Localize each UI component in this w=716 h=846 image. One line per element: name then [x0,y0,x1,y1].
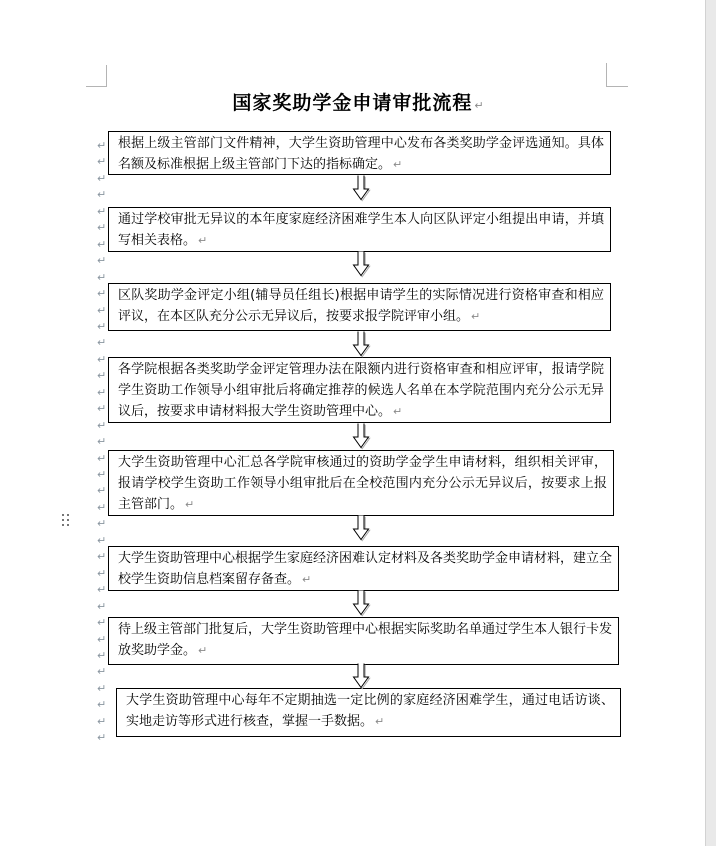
pilcrow-icon: ↵ [97,221,107,235]
pilcrow-icon: ↵ [97,632,107,646]
pilcrow-icon: ↵ [97,188,107,202]
flow-box-text: 待上级主管部门批复后，大学生资助管理中心根据实际奖助名单通过学生本人银行卡发放奖助学金。 [118,622,613,658]
down-arrow-icon[interactable] [351,175,371,202]
flow-box-3[interactable] [108,283,611,331]
flow-box-text: 大学生资助管理中心每年不定期抽选一定比例的家庭经济困难学生，通过电话访谈、实地走访等形式进行核查，掌握一手数据。 [126,693,614,729]
pilcrow-icon: ↵ [97,681,107,695]
pilcrow-icon: ↵ [471,310,481,323]
pilcrow-icon: ↵ [97,714,107,728]
pilcrow-icon: ↵ [393,158,403,171]
flow-box-text: 大学生资助管理中心根据学生家庭经济困难认定材料及各类奖助学金申请材料，建立全校学生资助信息档案留存备查。 [118,551,613,587]
pilcrow-icon: ↵ [97,155,107,169]
pilcrow-icon: ↵ [97,533,107,547]
pilcrow-icon: ↵ [97,369,107,383]
pilcrow-icon: ↵ [97,352,107,366]
pilcrow-icon: ↵ [198,644,208,657]
flow-box-text: 根据上级主管部门文件精神，大学生资助管理中心发布各类奖助学金评选通知。具体名额及标准根据上级主管部门下达的指标确定。 [118,136,604,172]
pilcrow-icon: ↵ [97,451,107,465]
flow-box-5[interactable] [108,450,614,516]
pilcrow-icon: ↵ [97,237,107,251]
pilcrow-icon: ↵ [97,500,107,514]
pilcrow-icon: ↵ [97,319,107,333]
down-arrow-icon[interactable] [351,423,371,450]
pilcrow-icon: ↵ [97,171,107,185]
pilcrow-icon: ↵ [375,715,385,728]
flow-box-text: 通过学校审批无异议的本年度家庭经济困难学生本人向区队评定小组提出申请，并填写相关表格。 [118,212,604,248]
pilcrow-icon: ↵ [97,139,107,152]
flow-box-text: 区队奖助学金评定小组(辅导员任组长)根据申请学生的实际情况进行资格审查和相应评议，在本区队充分公示无异议后，按要求报学院评审小组。 [118,288,604,324]
drag-handle-icon[interactable] [62,514,69,526]
pilcrow-icon: ↵ [97,698,107,712]
flow-box-4[interactable] [108,357,611,423]
page-edge-gutter [705,0,716,846]
pilcrow-icon: ↵ [97,599,107,613]
pilcrow-icon: ↵ [97,336,107,350]
pilcrow-icon: ↵ [97,583,107,597]
flow-box-7[interactable] [108,617,619,665]
pilcrow-icon: ↵ [302,573,312,586]
crop-mark-top-left [86,65,107,87]
flow-box-6[interactable] [108,546,619,591]
down-arrow-icon[interactable] [351,251,371,278]
down-arrow-icon[interactable] [351,515,371,542]
pilcrow-icon: ↵ [198,234,208,247]
pilcrow-icon: ↵ [97,566,107,580]
page-title[interactable] [0,88,716,115]
pilcrow-icon: ↵ [97,484,107,498]
pilcrow-icon: ↵ [97,616,107,630]
pilcrow-icon: ↵ [97,550,107,564]
pilcrow-icon: ↵ [97,254,107,268]
pilcrow-icon: ↵ [97,468,107,481]
pilcrow-icon: ↵ [97,418,107,432]
pilcrow-icon: ↵ [97,204,107,218]
page-title-text: 国家奖助学金申请审批流程 [232,92,473,114]
pilcrow-icon: ↵ [97,731,107,745]
pilcrow-icon: ↵ [97,665,107,679]
pilcrow-icon: ↵ [393,405,403,418]
pilcrow-icon: ↵ [97,435,107,449]
flow-box-text: 大学生资助管理中心汇总各学院审核通过的资助学金学生申请材料，组织相关评审，报请学校学生资助工作领导小组审批后在全校范围内充分公示无异议后，按要求上报主管部门。 [118,455,607,512]
pilcrow-icon: ↵ [97,402,107,416]
flow-box-text: 各学院根据各类奖助学金评定管理办法在限额内进行资格审查和相应评审，报请学院学生资助工作领导小组审批后将确定推荐的候选人名单在本学院范围内充分公示无异议后，按要求申请材料报大学生资助管理中心。 [118,362,604,419]
pilcrow-icon: ↵ [185,498,195,511]
flow-box-8[interactable] [116,688,621,737]
pilcrow-icon: ↵ [97,385,107,399]
down-arrow-icon[interactable] [351,590,371,617]
down-arrow-icon[interactable] [351,331,371,358]
flow-box-2[interactable] [108,207,611,252]
pilcrow-icon: ↵ [97,303,107,317]
pilcrow-icon: ↵ [97,648,107,662]
crop-mark-top-right [606,63,628,87]
pilcrow-icon: ↵ [97,517,107,531]
pilcrow-icon: ↵ [474,99,484,112]
flow-box-1[interactable] [108,131,611,175]
pilcrow-icon: ↵ [97,287,107,301]
down-arrow-icon[interactable] [351,663,371,690]
pilcrow-icon: ↵ [97,270,107,284]
